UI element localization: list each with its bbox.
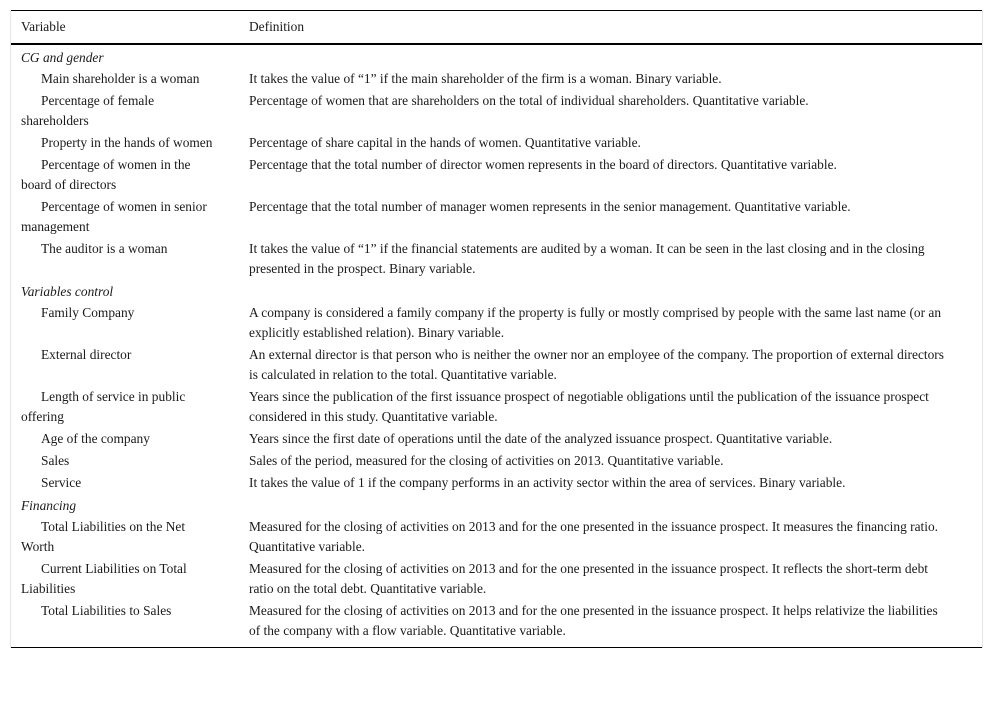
header-definition: Definition: [239, 11, 982, 45]
definition-cell: An external director is that person who is neither the owner nor an employee of the company. The proportion of external directors is calculated in relation to the total. Quantitative variable.: [249, 347, 944, 382]
variable-name-cell: Service: [41, 475, 82, 490]
variable-name-cell: Age of the company: [41, 431, 150, 446]
definition-cell: A company is considered a family company if the property is fully or mostly comprised by people with the same last name (or an explicitly established relation). Binary variable.: [249, 305, 942, 340]
table-body: [11, 44, 982, 648]
section-title: Variables control: [21, 284, 114, 299]
header-variable: Variable: [11, 11, 239, 45]
section-title: Financing: [21, 498, 77, 513]
section-header-row: [11, 494, 982, 516]
table-row: [11, 90, 982, 132]
variable-name-cell: Length of service in public offering: [21, 389, 186, 424]
table-row: [11, 450, 982, 472]
section-header-row: [11, 280, 982, 302]
variable-name-cell: The auditor is a woman: [41, 241, 168, 256]
variable-name-cell: Total Liabilities to Sales: [41, 603, 172, 618]
variable-name-cell: Percentage of women in senior management: [21, 199, 207, 234]
definition-cell: Measured for the closing of activities on 2013 and for the one presented in the issuance prospect. It helps relativize the liabilities of the company with a flow variable. Quantitative variable.: [249, 603, 938, 638]
section-title: CG and gender: [21, 50, 104, 65]
definition-cell: Percentage that the total number of director women represents in the board of directors. Quantitative variable.: [249, 157, 837, 172]
table-row: [11, 558, 982, 600]
definition-cell: Years since the publication of the first issuance prospect of negotiable obligations until the publication of the issuance prospect considered in this study. Quantitative variable.: [249, 389, 929, 424]
variable-name-cell: Percentage of female shareholders: [21, 93, 155, 128]
variable-name-cell: Percentage of women in the board of directors: [21, 157, 191, 192]
variables-table-container: [10, 10, 983, 648]
variables-definition-table: [11, 10, 982, 648]
definition-cell: Percentage of women that are shareholders on the total of individual shareholders. Quantitative variable.: [249, 93, 809, 108]
table-row: [11, 68, 982, 90]
table-row: [11, 238, 982, 280]
table-row: [11, 428, 982, 450]
definition-cell: Percentage that the total number of manager women represents in the senior management. Quantitative variable.: [249, 199, 851, 214]
variable-name-cell: Current Liabilities on Total Liabilities: [21, 561, 187, 596]
definition-cell: It takes the value of “1” if the financial statements are audited by a woman. It can be seen in the last closing and in the closing presented in the prospect. Binary variable.: [249, 241, 925, 276]
table-row: [11, 132, 982, 154]
variable-name-cell: External director: [41, 347, 132, 362]
table-row: [11, 386, 982, 428]
table-row: [11, 344, 982, 386]
definition-cell: Percentage of share capital in the hands of women. Quantitative variable.: [249, 135, 641, 150]
definition-cell: It takes the value of 1 if the company performs in an activity sector within the area of services. Binary variable.: [249, 475, 846, 490]
table-row: [11, 600, 982, 648]
variable-name-cell: Family Company: [41, 305, 135, 320]
definition-cell: Sales of the period, measured for the closing of activities on 2013. Quantitative variable.: [249, 453, 724, 468]
header-row: [11, 11, 982, 45]
table-row: [11, 196, 982, 238]
table-row: [11, 516, 982, 558]
variable-name-cell: Sales: [41, 453, 70, 468]
table-row: [11, 154, 982, 196]
definition-cell: Measured for the closing of activities on 2013 and for the one presented in the issuance prospect. It measures the financing ratio. Quantitative variable.: [249, 519, 939, 554]
definition-cell: It takes the value of “1” if the main shareholder of the firm is a woman. Binary variable.: [249, 71, 722, 86]
section-header-row: [11, 44, 982, 68]
table-header: [11, 11, 982, 45]
variable-name-cell: Property in the hands of women: [41, 135, 213, 150]
variable-name-cell: Main shareholder is a woman: [41, 71, 200, 86]
table-row: [11, 302, 982, 344]
variable-name-cell: Total Liabilities on the Net Worth: [21, 519, 186, 554]
table-row: [11, 472, 982, 494]
definition-cell: Measured for the closing of activities on 2013 and for the one presented in the issuance prospect. It reflects the short-term debt ratio on the total debt. Quantitative variable.: [249, 561, 928, 596]
definition-cell: Years since the first date of operations until the date of the analyzed issuance prospect. Quantitative variable.: [249, 431, 833, 446]
